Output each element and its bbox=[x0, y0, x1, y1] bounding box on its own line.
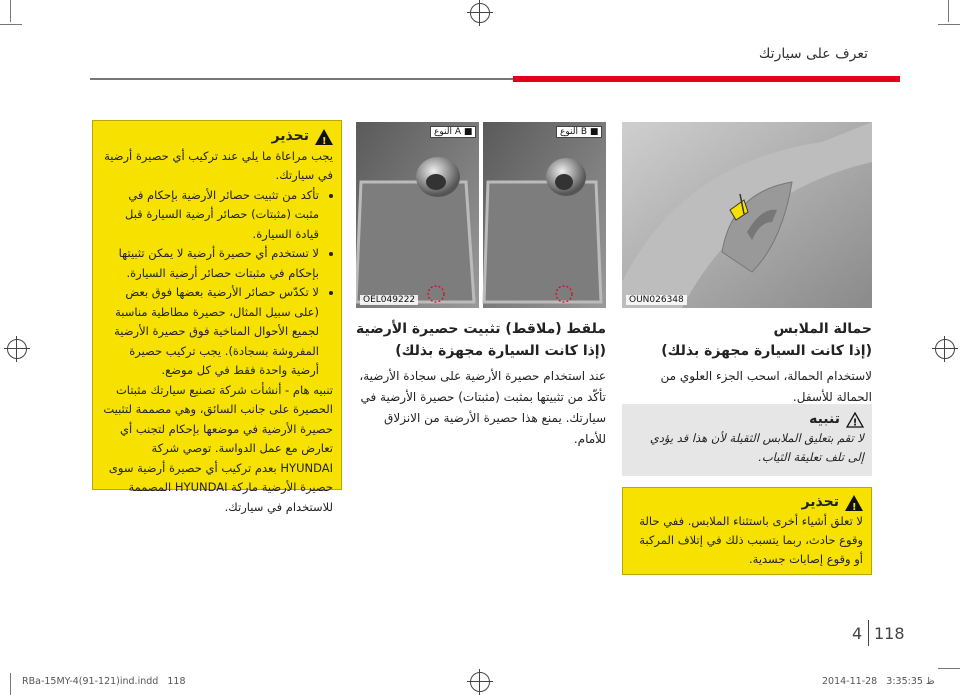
photo-code: OEL049222 bbox=[360, 295, 418, 305]
coat-hook-warning-box bbox=[622, 487, 872, 575]
floor-mat-warning-box bbox=[92, 120, 342, 514]
registration-mark-icon bbox=[470, 672, 490, 692]
file-info: RBa-15MY-4(91-121)ind.indd 118 bbox=[22, 676, 186, 687]
coat-hook-heading bbox=[622, 318, 872, 362]
crop-mark bbox=[938, 24, 960, 25]
caution-text: لا تقم بتعليق الملابس الثقيلة لأن هذا قد يؤدي إلى تلف تعليقة الثياب. bbox=[649, 431, 864, 464]
registration-mark-icon bbox=[470, 3, 490, 23]
heading-line-2: (إذا كانت السيارة مجهزة بذلك) bbox=[661, 343, 872, 359]
page-number-divider bbox=[868, 620, 869, 646]
warning-bullets bbox=[101, 186, 333, 381]
coat-hook-illustration bbox=[622, 122, 872, 308]
warning-title: تحذير bbox=[271, 128, 309, 144]
header-accent-bar bbox=[513, 76, 900, 82]
floor-mat-clip-body: عند استخدام حصيرة الأرضية على سجادة الأرضية، تأكّد من تثبيتها بمثبت (مثبتات) حصيرة الأرضية في سيارتك. يمنع هذا حصيرة الأرضية من الانزلاق للأمام. bbox=[359, 369, 606, 446]
coat-hook-photo bbox=[622, 122, 872, 308]
caution-title: تنبيه bbox=[809, 411, 840, 427]
chapter-number: 4 bbox=[852, 624, 863, 643]
warning-note: تنبيه هام - أنشأت شركة تصنيع سيارتك مثبتات الحصيرة على جانب السائق، وهي مصممة لتثبيت حصيرة الأرضية في موضعها بإحكام لتجنب أي تعارض مع عمل الدواسة. توصي شركة HYUNDAI بعدم تركيب أي حصيرة أرضية سوى حصيرة الأرضية ماركة HYUNDAI المصممة للاستخدام في سيارتك. bbox=[103, 382, 333, 514]
warning-bullet: • لا تكدّس حصائر الأرضية بعضها فوق بعض (على سبيل المثال، حصيرة مطاطية مناسبة لجميع الأحوال المناخية فوق حصيرة الأرضية المفروشة بسجادة). يجب تركيب حصيرة أرضية واحدة فقط في كل موضع. bbox=[101, 283, 319, 381]
type-a-tag: النوع A ■ bbox=[430, 126, 476, 138]
svg-text:!: ! bbox=[852, 417, 858, 428]
registration-mark-icon bbox=[935, 339, 955, 359]
crop-mark bbox=[938, 668, 960, 669]
registration-mark-icon bbox=[7, 339, 27, 359]
floor-mat-clip-illustration bbox=[356, 122, 606, 308]
warning-title-row bbox=[101, 127, 333, 147]
warning-text: لا تعلق أشياء أخرى باستثناء الملابس. ففي حالة وقوع حادث، ربما يتسبب ذلك في إتلاف المركبة أو وقوع إصابات جسدية. bbox=[639, 514, 863, 566]
crop-mark bbox=[10, 0, 11, 22]
heading-line-1: ملقط (ملاقط) تثبيت حصيرة الأرضية bbox=[355, 321, 606, 337]
photo-code: OUN026348 bbox=[626, 295, 687, 305]
warning-title-row bbox=[631, 493, 863, 512]
floor-mat-clip-photo bbox=[356, 122, 606, 308]
caution-title-row bbox=[630, 410, 864, 429]
header-rule bbox=[90, 78, 513, 80]
warning-intro: يجب مراعاة ما يلي عند تركيب أي حصيرة أرضية في سيارتك. bbox=[104, 148, 333, 182]
crop-mark bbox=[0, 24, 22, 25]
caution-triangle-icon bbox=[846, 412, 864, 428]
coat-hook-caution-box bbox=[622, 404, 872, 476]
coat-hook-body: لاستخدام الحمالة، اسحب الجزء العلوي من الحمالة للأسفل. bbox=[660, 369, 872, 404]
page-header-title: تعرف على سيارتك bbox=[758, 46, 868, 62]
crop-mark bbox=[948, 0, 949, 22]
warning-title: تحذير bbox=[801, 494, 839, 510]
warning-triangle-icon: ! bbox=[845, 495, 863, 511]
type-b-tag: النوع B ■ bbox=[556, 126, 602, 138]
heading-line-2: (إذا كانت السيارة مجهزة بذلك) bbox=[395, 343, 606, 359]
warning-bullet: • لا تستخدم أي حصيرة أرضية لا يمكن تثبيتها بإحكام في مثبتات حصائر أرضية السيارة. bbox=[101, 244, 319, 283]
warning-triangle-icon: ! bbox=[315, 129, 333, 145]
date-info: 2014-11-28 ﻅ 3:35:35 bbox=[822, 676, 935, 687]
page-number: 118 bbox=[874, 624, 905, 643]
crop-mark bbox=[10, 673, 11, 695]
warning-bullet: • تأكد من تثبيت حصائر الأرضية بإحكام في مثبت (مثبتات) حصائر أرضية السيارة قبل قيادة السيارة. bbox=[101, 186, 319, 245]
heading-line-1: حمالة الملابس bbox=[773, 321, 872, 337]
floor-mat-clip-heading bbox=[356, 318, 606, 362]
